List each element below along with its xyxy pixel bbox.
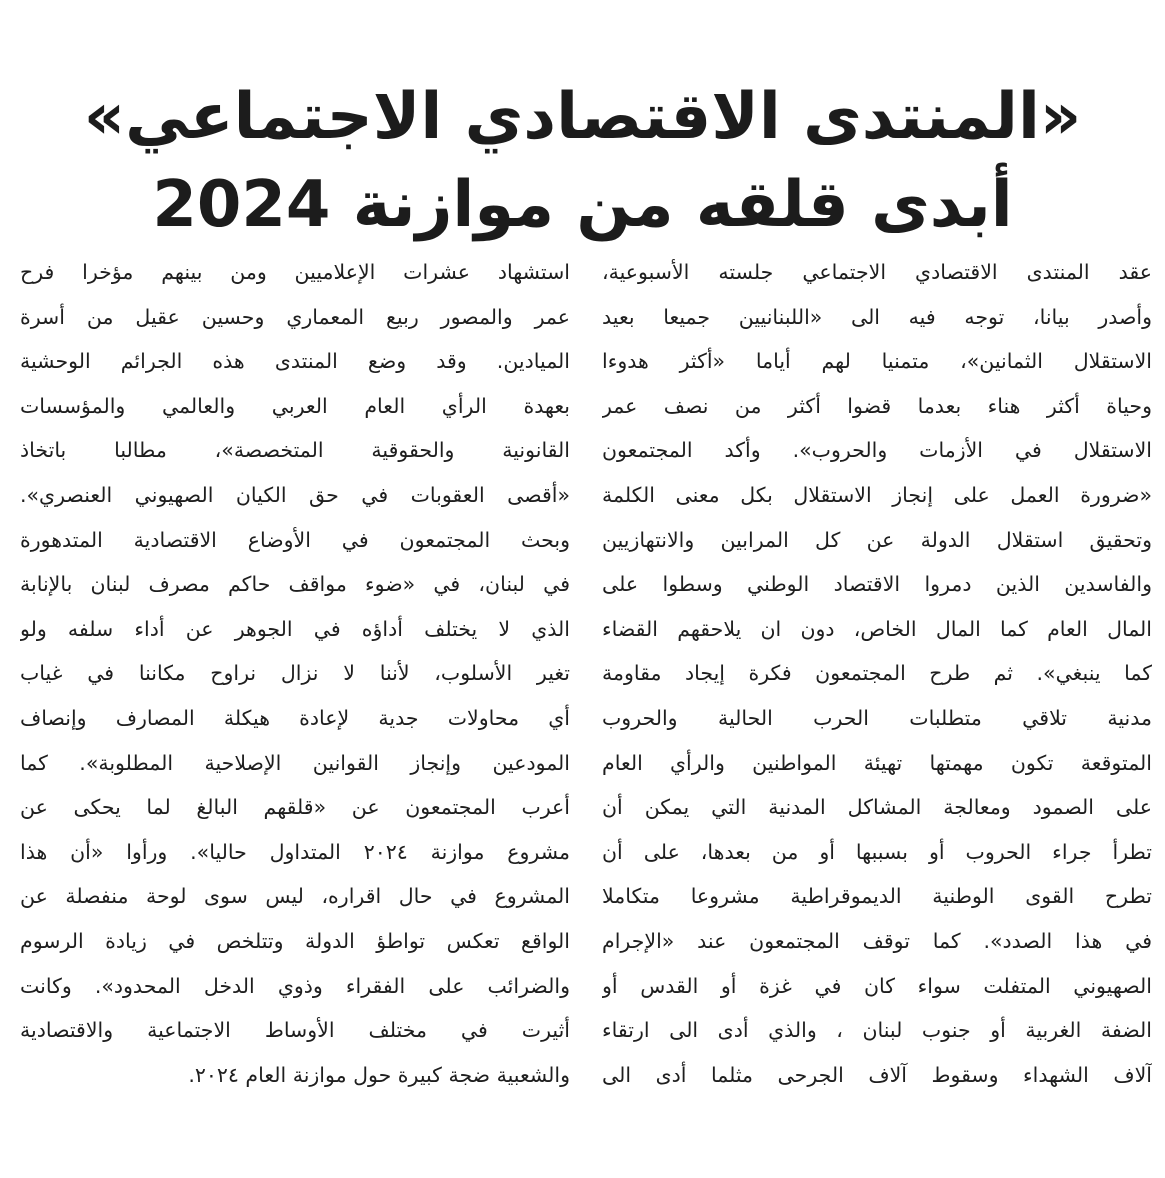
text-line: مدنية تلاقي متطلبات الحرب الحالية والحروب xyxy=(602,705,1152,730)
text-line: الاستقلال في الأزمات والحروب». وأكد المجتمعون xyxy=(602,438,1152,463)
text-line: أي محاولات جدية لإعادة هيكلة المصارف وإنصاف xyxy=(20,705,570,730)
column-right xyxy=(602,250,1152,1097)
text-line: الواقع تعكس تواطؤ الدولة وتتلخص في زيادة الرسوم xyxy=(20,928,570,953)
text-line: استشهاد عشرات الإعلاميين ومن بينهم مؤخرا فرح xyxy=(20,260,570,284)
text-line: الاستقلال الثمانين»، متمنيا لهم أياما «أكثر هدوءا xyxy=(602,349,1152,374)
text-line: أعرب المجتمعون عن «قلقهم البالغ لما يحكى عن xyxy=(20,795,570,820)
text-line: القانونية والحقوقية المتخصصة»، مطالبا باتخاذ xyxy=(20,438,570,463)
text-line: وبحث المجتمعون في الأوضاع الاقتصادية المتدهورة xyxy=(20,527,570,552)
text-line: المودعين وإنجاز القوانين الإصلاحية المطلوبة». كما xyxy=(20,750,570,775)
text-line: وأصدر بيانا، توجه فيه الى «اللبنانيين جميعا بعيد xyxy=(602,304,1152,329)
text-line: أثيرت في مختلف الأوساط الاجتماعية والاقتصادية xyxy=(20,1018,570,1043)
text-line: في لبنان، في «ضوء مواقف حاكم مصرف لبنان بالإنابة xyxy=(20,572,570,597)
text-line: الميادين. وقد وضع المنتدى هذه الجرائم الوحشية xyxy=(20,349,570,374)
text-line: وتحقيق استقلال الدولة عن كل المرابين والانتهازيين xyxy=(602,527,1152,552)
text-line: عقد المنتدى الاقتصادي الاجتماعي جلسته الأسبوعية، xyxy=(602,260,1152,284)
text-line: والشعبية ضجة كبيرة حول موازنة العام ٢٠٢٤. xyxy=(188,1062,570,1087)
text-line: بعهدة الرأي العام العربي والعالمي والمؤسسات xyxy=(20,393,570,418)
text-line: «أقصى العقوبات في حق الكيان الصهيوني العنصري». xyxy=(20,482,570,507)
text-line: وحياة أكثر هناء بعدما قضوا أكثر من نصف عمر xyxy=(602,393,1152,418)
headline-line-1: «المنتدى الاقتصادي الاجتماعي» xyxy=(83,80,1082,155)
article-body xyxy=(0,250,1165,1150)
text-line: الضفة الغربية أو جنوب لبنان ، والذي أدى الى ارتقاء xyxy=(602,1018,1152,1043)
text-line: والضرائب على الفقراء وذوي الدخل المحدود». وكانت xyxy=(20,973,570,998)
text-line: كما ينبغي». ثم طرح المجتمعون فكرة إيجاد مقاومة xyxy=(602,661,1152,686)
text-line: عمر والمصور ربيع المعماري وحسين عقيل من أسرة xyxy=(20,304,570,329)
text-line: المشروع في حال اقراره، ليس سوى لوحة منفصلة عن xyxy=(20,884,570,909)
text-line: الصهيوني المتفلت سواء كان في غزة أو القدس أو xyxy=(602,973,1152,998)
text-line: مشروع موازنة ٢٠٢٤ المتداول حاليا». ورأوا «أن هذا xyxy=(20,839,570,864)
headline xyxy=(20,73,1145,249)
text-line: تطرأ جراء الحروب أو بسببها أو من بعدها، على أن xyxy=(602,839,1152,864)
text-line: في هذا الصدد». كما توقف المجتمعون عند «الإجرام xyxy=(602,928,1152,953)
headline-line-2: أبدى قلقه من موازنة 2024 xyxy=(152,168,1013,243)
text-line: تطرح القوى الوطنية الديموقراطية مشروعا متكاملا xyxy=(602,884,1152,909)
text-line: على الصمود ومعالجة المشاكل المدنية التي يمكن أن xyxy=(602,795,1152,820)
column-left xyxy=(20,250,570,1097)
text-line: آلاف الشهداء وسقوط آلاف الجرحى مثلما أدى الى xyxy=(602,1062,1152,1087)
text-line: الذي لا يختلف أداؤه في الجوهر عن أداء سلفه ولو xyxy=(20,616,570,641)
text-line: المال العام كما المال الخاص، دون ان يلاحقهم القضاء xyxy=(602,616,1152,641)
text-line: «ضرورة العمل على إنجاز الاستقلال بكل معنى الكلمة xyxy=(602,482,1152,507)
text-line: المتوقعة تكون مهمتها تهيئة المواطنين والرأي العام xyxy=(602,750,1152,775)
text-line: تغير الأسلوب، لأننا لا نزال نراوح مكاننا في غياب xyxy=(20,661,570,686)
text-line: والفاسدين الذين دمروا الاقتصاد الوطني وسطوا على xyxy=(602,572,1152,597)
